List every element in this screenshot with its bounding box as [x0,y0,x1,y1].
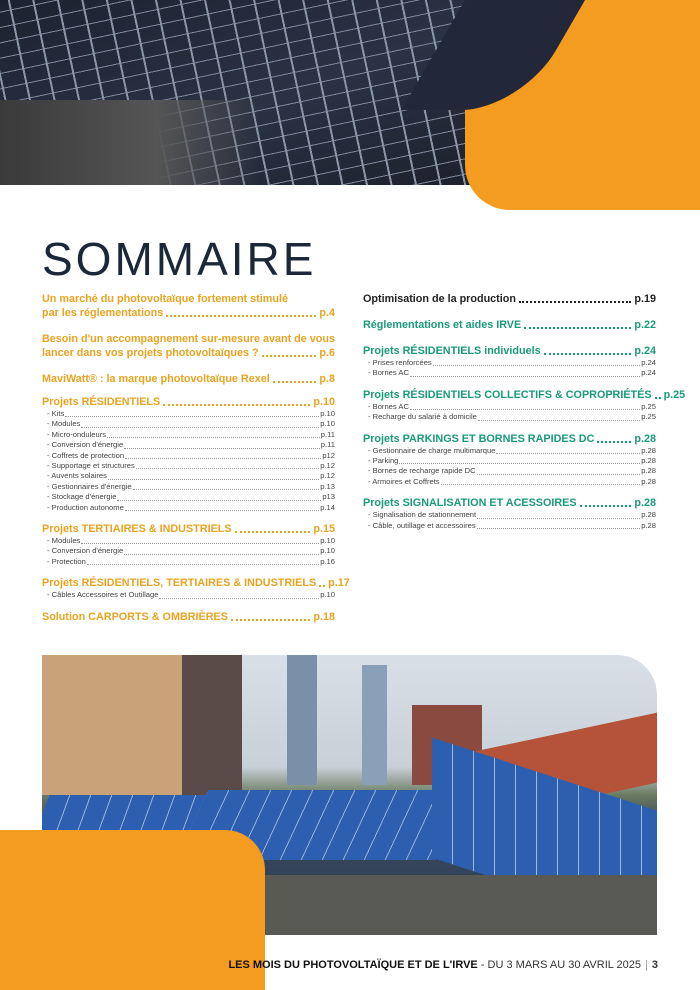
entry-page: p.6 [319,347,335,359]
toc-subentry[interactable] [42,451,335,461]
entry-label: - Auvents solaires [47,471,107,481]
page-number: 3 [651,959,658,971]
entry-page: p.10 [320,419,335,429]
dot-leader [108,479,319,480]
entry-label: - Bornes de recharge rapide DC [368,466,476,476]
dot-leader [81,543,319,544]
toc-subentry[interactable] [363,466,656,476]
entry-label: - Production autonome [47,502,124,512]
entry-page: p.28 [634,432,656,445]
entry-page: p13 [322,492,335,502]
page-title: SOMMAIRE [42,233,317,285]
entry-page: p.10 [320,590,335,600]
entry-label: Projets RÉSIDENTIELS, TERTIAIRES & INDUSTRIELS [42,577,317,590]
spacer [42,601,335,610]
entry-label: Projets RÉSIDENTIELS COLLECTIFS & COPROPRIÉTÉS [363,388,652,401]
entry-label: - Gestionnaires d'énergie [47,481,132,491]
entry-page: p12 [322,450,335,460]
spacer [363,306,656,318]
dot-leader [136,468,319,469]
entry-label: Projets RÉSIDENTIELS [42,396,161,408]
dot-leader [410,376,640,377]
entry-page: p.15 [313,523,335,536]
dot-leader [519,301,631,303]
entry-label: - Supportage et structures [47,461,135,471]
entry-label: - Conversion d'énergie [47,546,124,556]
entry-label: - Armoires et Coffrets [368,476,440,486]
orange-decoration-bottom [0,830,265,990]
entry-page: p.25 [641,412,656,422]
toc-subentry[interactable] [363,521,656,531]
toc-subentry[interactable] [42,471,335,481]
entry-label: - Conversion d'énergie [47,440,124,450]
entry-line2[interactable] [42,346,335,360]
entry-page: p.10 [313,396,335,408]
dot-leader [524,327,631,329]
dot-leader [125,458,321,459]
entry-label: Projets SIGNALISATION ET ACESSOIRES [363,497,577,510]
entry-page: p.18 [313,610,335,623]
footer [228,959,658,971]
dot-leader [262,355,317,357]
entry-page: p.10 [320,409,335,418]
entry-page: p.24 [641,368,656,378]
dot-leader [163,404,310,406]
entry-page: p.25 [663,388,686,401]
dot-leader [319,585,325,587]
toc-subentry[interactable] [363,510,656,520]
toc-entry[interactable] [42,576,350,590]
entry-page: p.8 [319,373,335,385]
entry-label: - Prises renforcées [368,358,432,367]
entry-page: p.12 [320,471,335,481]
entry-label: - Modules [47,419,81,429]
entry-page: p.10 [320,546,335,556]
entry-label: Projets PARKINGS ET BORNES RAPIDES DC [363,432,595,445]
entry-label: Optimisation de la production [363,293,516,305]
toc-subentry[interactable] [363,402,656,412]
dot-leader [441,484,641,485]
dot-leader [107,437,320,438]
orange-decoration [465,0,700,210]
entry-page: p.28 [641,520,656,530]
entry-page: p.16 [320,556,335,566]
entry-label: Projets RÉSIDENTIELS individuels [363,345,541,357]
entry-label: - Câble, outillage et accessoires [368,520,476,530]
dot-leader [125,510,319,511]
spacer [42,386,335,395]
dot-leader [235,531,311,533]
dot-leader [231,619,310,621]
entry-label: - Bornes AC [368,401,409,411]
toc-subentry[interactable] [42,409,335,419]
toc-entry[interactable] [363,432,656,446]
entry-page: p.11 [320,429,335,439]
entry-label: - Gestionnaire de charge multimarque [368,445,496,455]
entry-label: - Bornes AC [368,368,409,378]
spacer [42,320,335,332]
dot-leader [433,365,640,366]
entry-page: p.28 [641,456,656,466]
spacer [363,332,656,344]
toc-subentry[interactable] [363,456,656,466]
dot-leader [124,448,320,449]
toc-subentry[interactable] [42,557,335,567]
toc-subentry[interactable] [363,477,656,487]
toc-entry[interactable] [42,332,335,360]
entry-page: p.14 [320,502,335,512]
dot-leader [496,453,640,454]
dot-leader [399,463,640,464]
entry-label: - Coffrets de protection [47,450,125,460]
toc-subentry[interactable] [42,546,335,556]
entry-line2[interactable] [42,306,335,320]
entry-label: par les réglementations [42,307,164,319]
entry-label: MaviWatt® : la marque photovoltaïque Rexel [42,373,270,385]
entry-page: p.13 [320,481,335,491]
dot-leader [117,500,321,501]
entry-label: - Micro-onduleurs [47,429,107,439]
toc-subentry[interactable] [42,419,335,429]
toc-subentry[interactable] [42,440,335,450]
dot-leader [81,427,319,428]
entry-label: - Recharge du salarié à domicile [368,412,477,422]
entry-label: - Kits [47,409,65,418]
toc-subentry[interactable] [42,536,335,546]
entry-page: p.28 [641,466,656,476]
toc-subentry[interactable] [42,461,335,471]
dot-leader [655,397,661,399]
toc-subentry[interactable] [363,368,656,378]
spacer [42,360,335,372]
dot-leader [159,598,319,599]
toc-entry[interactable] [42,292,335,320]
toc-subentry[interactable] [42,492,335,502]
entry-page: p.28 [641,476,656,486]
dot-leader [166,315,316,317]
entry-label: - Stockage d'énergie [47,492,117,502]
toc-entry[interactable] [42,395,335,409]
dot-leader [477,528,641,529]
dot-leader [597,441,631,443]
spacer [42,567,335,576]
toc-entry[interactable] [363,292,656,306]
toc-entry[interactable] [363,496,656,510]
entry-page: p.10 [320,536,335,546]
toc-entry[interactable] [42,610,335,624]
footer-separator: | [645,959,648,971]
entry-page: p.28 [641,510,656,520]
entry-label-line1: Besoin d'un accompagnement sur-mesure avant de vous [42,333,335,345]
spacer [42,513,335,522]
dot-leader [477,474,641,475]
dot-leader [65,416,319,417]
dot-leader [580,505,632,507]
toc-subentry[interactable] [363,412,656,422]
toc-subentry[interactable] [42,590,335,600]
toc-entry[interactable] [363,388,686,402]
toc-entry[interactable] [363,344,656,358]
entry-page: p.4 [319,307,335,319]
toc-entry[interactable] [363,318,656,332]
entry-page: p.28 [634,497,656,510]
dot-leader [133,489,320,490]
dot-leader [544,353,632,355]
entry-page: p.22 [634,319,656,331]
spacer [363,379,656,388]
toc-right-column [363,292,686,531]
footer-dates: - DU 3 MARS AU 30 AVRIL 2025 [477,959,642,971]
entry-page: p.25 [641,401,656,411]
dot-leader [273,381,317,383]
dot-leader [87,564,319,565]
entry-page: p.24 [641,358,656,367]
entry-label: - Parking [368,456,399,466]
dot-leader [124,554,319,555]
toc-subentry[interactable] [42,482,335,492]
toc-subentry[interactable] [363,358,656,368]
dot-leader [477,518,640,519]
entry-label: - Protection [47,556,86,566]
entry-label: - Modules [47,536,81,546]
toc-entry[interactable] [42,522,335,536]
entry-label: Solution CARPORTS & OMBRIÈRES [42,610,228,623]
dot-leader [410,409,640,410]
toc-subentry[interactable] [363,446,656,456]
footer-title: LES MOIS DU PHOTOVOLTAÏQUE ET DE L'IRVE [228,959,478,971]
entry-label: Réglementations et aides IRVE [363,319,522,331]
entry-label: lancer dans vos projets photovoltaïques ? [42,347,259,359]
entry-page: p.19 [634,293,656,305]
entry-page: p.28 [641,445,656,455]
entry-page: p.24 [634,345,656,357]
dot-leader [478,420,640,421]
toc-subentry[interactable] [42,503,335,513]
spacer [363,487,656,496]
entry-label: - Signalisation de stationnement [368,510,477,520]
entry-label: - Câbles Accessoires et Outillage [47,590,159,600]
entry-label: Projets TERTIAIRES & INDUSTRIELS [42,523,232,536]
entry-label-line1: Un marché du photovoltaïque fortement stimulé [42,293,288,305]
entry-page: p.17 [328,577,350,590]
toc-left-column [42,292,350,624]
entry-page: p.11 [320,440,335,450]
toc-subentry[interactable] [42,430,335,440]
toc-entry[interactable] [42,372,335,386]
spacer [363,423,656,432]
entry-page: p.12 [320,461,335,471]
